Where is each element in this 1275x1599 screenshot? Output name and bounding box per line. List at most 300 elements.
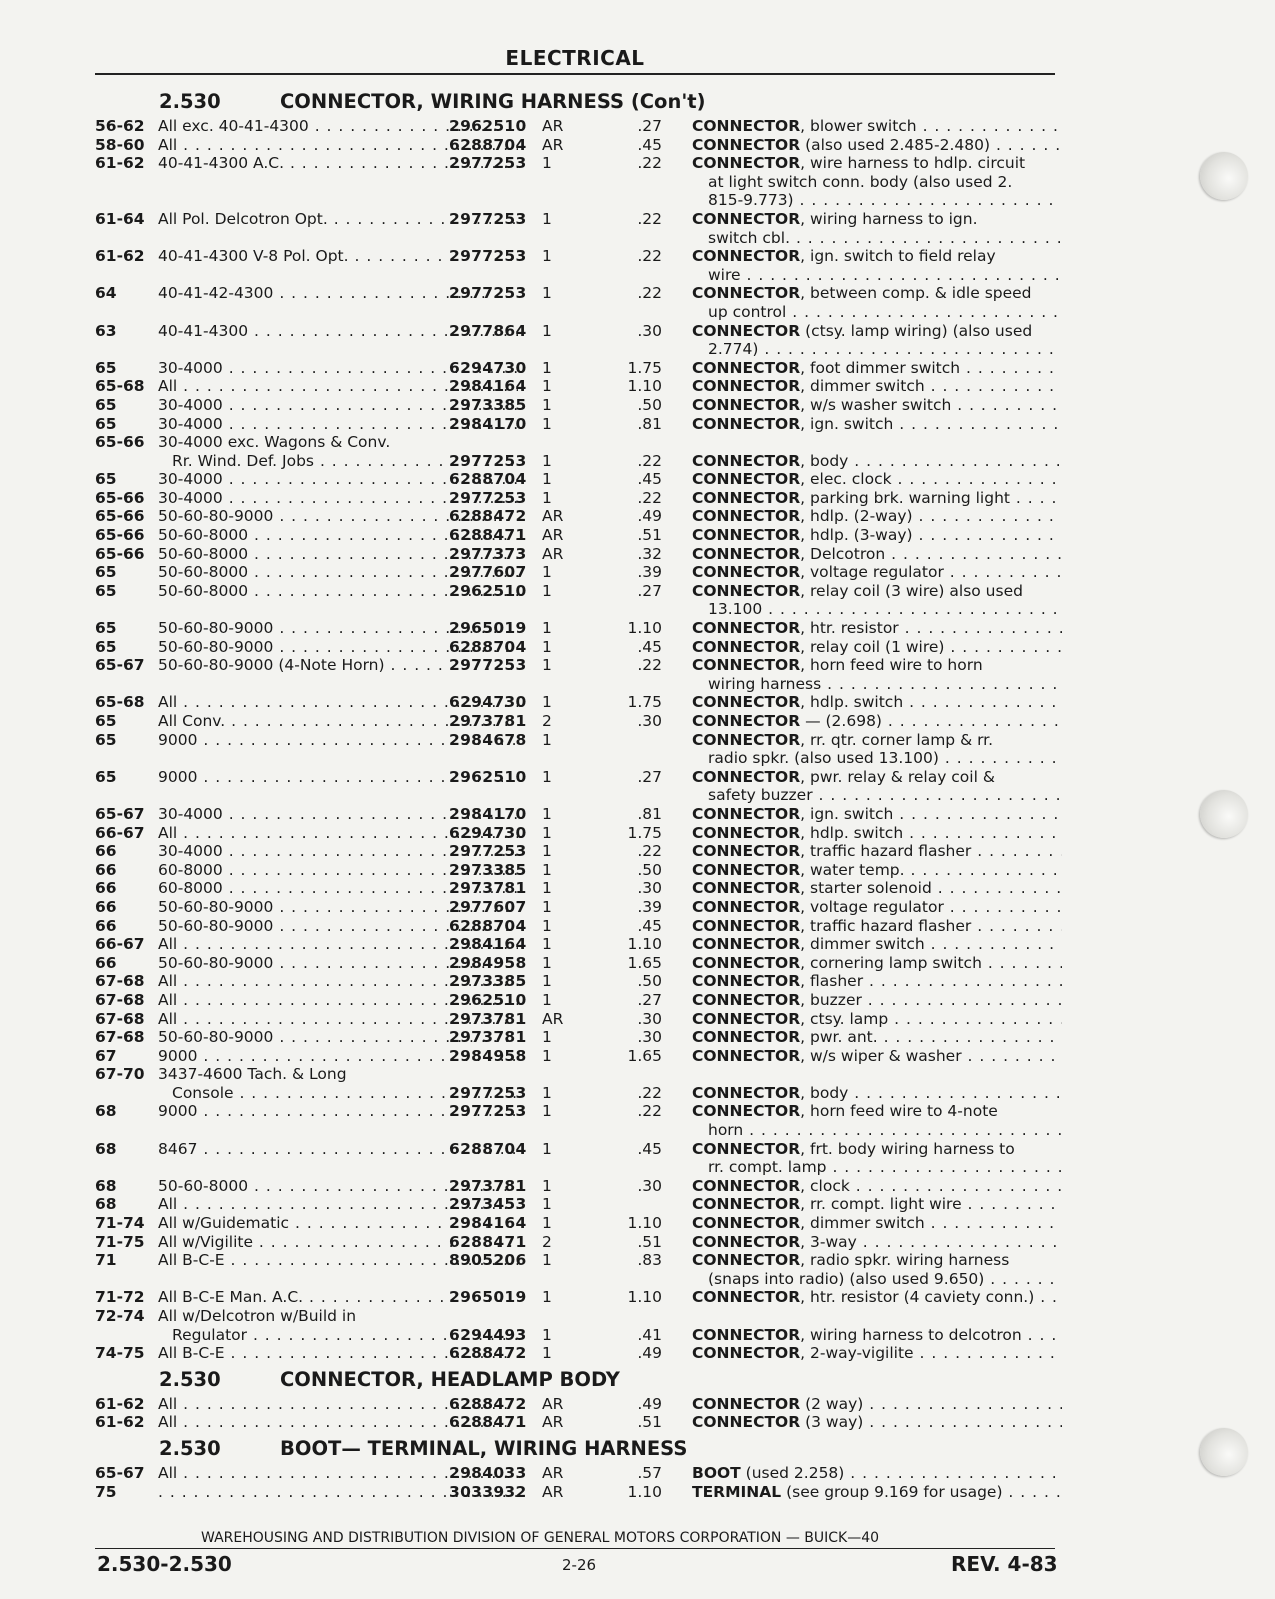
footer-division: WAREHOUSING AND DISTRIBUTION DIVISION OF GENERAL MOTORS CORPORATION — BUICK—40 xyxy=(201,1530,883,1546)
part-row xyxy=(95,935,1055,954)
part-name: CONNECTOR xyxy=(692,209,801,228)
price: .51 xyxy=(637,1232,662,1251)
description xyxy=(692,898,1062,917)
leader-dots xyxy=(990,136,1062,154)
model-year: 61-64 xyxy=(95,209,145,228)
price: 1.75 xyxy=(627,693,662,712)
footer-range: 2.530-2.530 xyxy=(97,1552,232,1576)
application-text: Rr. Wind. Def. Jobs xyxy=(172,451,315,470)
price: .51 xyxy=(637,526,662,545)
price: .27 xyxy=(637,581,662,600)
application-text: 30-4000 xyxy=(158,395,223,414)
parts-list xyxy=(95,87,1055,1501)
model-year: 65 xyxy=(95,730,117,749)
quantity: 1 xyxy=(542,897,552,916)
part-name: CONNECTOR xyxy=(692,1288,801,1307)
part-name: CONNECTOR xyxy=(692,1251,801,1270)
part-number: 6288704 xyxy=(449,916,527,935)
description-text: up control xyxy=(708,302,787,321)
application-text: 40-41-42-4300 xyxy=(158,284,274,303)
description-text: 815-9.773) xyxy=(708,191,794,210)
description-text: , horn feed wire to 4-note xyxy=(800,1102,998,1121)
quantity: 1 xyxy=(542,935,552,954)
model-year: 65-66 xyxy=(95,488,145,507)
description xyxy=(692,489,1062,508)
header-rule xyxy=(95,73,1055,75)
part-name: TERMINAL xyxy=(692,1482,782,1501)
application-text: Console xyxy=(172,1083,234,1102)
part-number: 6288472 xyxy=(449,1344,527,1363)
part-row xyxy=(95,507,1055,526)
description-text: , w/s wiper & washer xyxy=(800,1046,962,1065)
part-number: 8905206 xyxy=(449,1251,527,1270)
application-text: Regulator xyxy=(172,1325,248,1344)
description xyxy=(692,322,1062,359)
model-year: 71-72 xyxy=(95,1288,145,1307)
part-name: CONNECTOR xyxy=(692,117,801,135)
part-name: CONNECTOR xyxy=(692,1102,801,1121)
description xyxy=(692,1028,1062,1047)
part-number: 2962510 xyxy=(449,767,527,786)
part-number: 2984164 xyxy=(449,1214,527,1233)
application-text: 30-4000 xyxy=(158,358,223,377)
price: .32 xyxy=(637,544,662,563)
price: .30 xyxy=(637,1176,662,1195)
description xyxy=(692,991,1062,1010)
description xyxy=(692,917,1062,936)
model-year: 67-68 xyxy=(95,972,145,991)
application-text: 9000 xyxy=(158,730,198,749)
part-name: CONNECTOR xyxy=(692,1232,801,1251)
part-number: 2977253 xyxy=(449,842,527,861)
description-text: , radio spkr. wiring harness xyxy=(800,1251,1010,1270)
part-name: CONNECTOR xyxy=(692,1413,801,1432)
leader-dots xyxy=(925,935,1062,953)
price: .41 xyxy=(637,1325,662,1344)
price: .83 xyxy=(637,1251,662,1270)
description-text: — (2.698) xyxy=(800,712,882,731)
description-text: , body xyxy=(800,1083,849,1102)
description-text: , body xyxy=(800,451,849,470)
leader-dots xyxy=(913,507,1062,525)
quantity: 1 xyxy=(542,321,552,340)
application-text: 50-60-80-9000 xyxy=(158,916,274,935)
part-number: 2962510 xyxy=(449,581,527,600)
price: .57 xyxy=(637,1463,662,1482)
model-year: 66-67 xyxy=(95,935,145,954)
part-row xyxy=(95,1047,1055,1066)
description-text: , hdlp. switch xyxy=(800,823,904,842)
part-name: CONNECTOR xyxy=(692,730,801,749)
part-number: 2977253 xyxy=(449,284,527,303)
model-year: 66 xyxy=(95,897,117,916)
quantity: 1 xyxy=(542,1102,552,1121)
model-year: 65 xyxy=(95,712,117,731)
price: .22 xyxy=(637,247,662,266)
part-row xyxy=(95,322,1055,359)
description-text: , starter solenoid xyxy=(800,879,932,898)
quantity: 1 xyxy=(542,1325,552,1344)
model-year: 65-67 xyxy=(95,1463,145,1482)
part-number: 2977253 xyxy=(449,488,527,507)
leader-dots xyxy=(925,377,1062,395)
description-text: , traffic hazard flasher xyxy=(800,916,972,935)
model-year: 65 xyxy=(95,581,117,600)
quantity: 2 xyxy=(542,1232,552,1251)
leader-dots xyxy=(903,693,1062,711)
part-row xyxy=(95,898,1055,917)
section-title xyxy=(95,87,1055,117)
description-text: , htr. resistor xyxy=(800,619,899,638)
leader-dots xyxy=(848,1084,1062,1102)
part-name: CONNECTOR xyxy=(692,767,801,786)
leader-dots xyxy=(857,1233,1062,1251)
quantity: AR xyxy=(542,1413,564,1432)
description xyxy=(692,693,1062,712)
model-year: 67 xyxy=(95,1046,117,1065)
description xyxy=(692,731,1062,768)
application-text: 50-60-80-9000 xyxy=(158,619,274,638)
description xyxy=(692,563,1062,582)
model-year: 63 xyxy=(95,321,117,340)
part-number: 2962510 xyxy=(449,117,527,135)
part-row xyxy=(95,1028,1055,1047)
description-text: , hdlp. (3-way) xyxy=(800,526,913,545)
section-heading: CONNECTOR, HEADLAMP BODY xyxy=(280,1367,620,1391)
description-text: , ign. switch to field relay xyxy=(800,247,996,266)
section-number: 2.530 xyxy=(159,1436,221,1460)
description xyxy=(692,972,1062,991)
part-number: 2977253 xyxy=(449,1102,527,1121)
leader-dots xyxy=(1034,1288,1062,1306)
model-year: 61-62 xyxy=(95,1394,145,1413)
leader-dots xyxy=(813,786,1062,804)
description-text: , foot dimmer switch xyxy=(800,358,961,377)
description xyxy=(692,1214,1062,1233)
description xyxy=(692,396,1062,415)
application-text: 40-41-4300 xyxy=(158,321,249,340)
part-number: 2984678 xyxy=(449,730,527,749)
description-text: (ctsy. lamp wiring) (also used xyxy=(800,321,1033,340)
leader-dots xyxy=(850,1177,1062,1195)
price: .50 xyxy=(637,972,662,991)
quantity: AR xyxy=(542,117,564,135)
part-row xyxy=(95,861,1055,880)
model-year: 65-68 xyxy=(95,377,145,396)
description-text: safety buzzer xyxy=(708,786,813,805)
description xyxy=(692,842,1062,861)
part-number: 6294730 xyxy=(449,823,527,842)
part-name: CONNECTOR xyxy=(692,488,801,507)
part-name: CONNECTOR xyxy=(692,656,801,675)
description-text: wiring harness xyxy=(708,674,822,693)
description xyxy=(692,136,1062,155)
quantity: 1 xyxy=(542,1028,552,1047)
application-text: All exc. 40-41-4300 xyxy=(158,117,309,135)
description xyxy=(692,619,1062,638)
part-number: 2984164 xyxy=(449,377,527,396)
description-text: , pwr. ant. xyxy=(800,1028,878,1047)
description-text: , blower switch xyxy=(800,117,917,135)
model-year: 61-62 xyxy=(95,1413,145,1432)
application-text: 30-4000 xyxy=(158,414,223,433)
quantity: AR xyxy=(542,544,564,563)
quantity: 1 xyxy=(542,1288,552,1307)
part-row xyxy=(95,1307,1055,1344)
leader-dots xyxy=(982,954,1062,972)
model-year: 65 xyxy=(95,767,117,786)
price: .81 xyxy=(637,414,662,433)
quantity: 1 xyxy=(542,804,552,823)
description xyxy=(692,805,1062,824)
price: 1.10 xyxy=(627,935,662,954)
quantity: 1 xyxy=(542,377,552,396)
model-year: 65 xyxy=(95,414,117,433)
part-number: 2984164 xyxy=(449,935,527,954)
description-text: , relay coil (1 wire) xyxy=(800,637,945,656)
part-name: CONNECTOR xyxy=(692,897,801,916)
part-row xyxy=(95,210,1055,247)
part-row xyxy=(95,824,1055,843)
model-year: 68 xyxy=(95,1195,117,1214)
part-number: 6288471 xyxy=(449,1232,527,1251)
part-name: CONNECTOR xyxy=(692,842,801,861)
part-row xyxy=(95,972,1055,991)
description xyxy=(692,582,1062,619)
description xyxy=(692,359,1062,378)
price: .22 xyxy=(637,1102,662,1121)
part-row xyxy=(95,247,1055,284)
quantity: 1 xyxy=(542,154,552,173)
part-row xyxy=(95,377,1055,396)
leader-dots xyxy=(827,1158,1062,1176)
description xyxy=(692,507,1062,526)
leader-dots xyxy=(882,712,1062,730)
description-text: at light switch conn. body (also used 2. xyxy=(708,172,1013,191)
part-name: CONNECTOR xyxy=(692,1325,801,1344)
section-heading: BOOT— TERMINAL, WIRING HARNESS xyxy=(280,1436,688,1460)
price: .49 xyxy=(637,1394,662,1413)
description-text: , voltage regulator xyxy=(800,563,944,582)
part-name: CONNECTOR xyxy=(692,1028,801,1047)
price: .30 xyxy=(637,1009,662,1028)
part-number: 2977607 xyxy=(449,563,527,582)
leader-dots xyxy=(971,842,1062,860)
part-number: 6294730 xyxy=(449,358,527,377)
application-text: All xyxy=(158,693,178,712)
application-text: 60-8000 xyxy=(158,879,223,898)
leader-dots xyxy=(888,1010,1062,1028)
application-text: 9000 xyxy=(158,767,198,786)
part-name: CONNECTOR xyxy=(692,321,801,340)
description-text: (snaps into radio) (also used 9.650) xyxy=(708,1269,985,1288)
part-number: 2984033 xyxy=(449,1463,527,1482)
quantity: 1 xyxy=(542,470,552,489)
description-text: , dimmer switch xyxy=(800,377,925,396)
description-text: 2.774) xyxy=(708,340,759,359)
part-number: 6288704 xyxy=(449,135,527,154)
part-row xyxy=(95,284,1055,321)
part-number: 2973385 xyxy=(449,972,527,991)
model-year: 65 xyxy=(95,563,117,582)
part-number: 2977253 xyxy=(449,451,527,470)
quantity: 1 xyxy=(542,693,552,712)
description-text: , clock xyxy=(800,1176,850,1195)
description-text: , wiring harness to ign. xyxy=(800,209,978,228)
part-name: CONNECTOR xyxy=(692,544,801,563)
leader-dots xyxy=(939,749,1062,767)
binder-hole-middle xyxy=(1200,790,1248,838)
leader-dots xyxy=(951,396,1062,414)
price: .22 xyxy=(637,656,662,675)
part-name: CONNECTOR xyxy=(692,1009,801,1028)
quantity: 2 xyxy=(542,712,552,731)
application-text: 30-4000 xyxy=(158,842,223,861)
description-text: , voltage regulator xyxy=(800,897,944,916)
application-text: 60-8000 xyxy=(158,860,223,879)
application-text: All B-C-E Man. A.C. xyxy=(158,1288,304,1307)
part-row xyxy=(95,1464,1055,1483)
leader-dots xyxy=(944,898,1062,916)
leader-dots xyxy=(848,452,1062,470)
leader-dots xyxy=(762,600,1062,618)
leader-dots xyxy=(892,470,1062,488)
price: 1.10 xyxy=(627,377,662,396)
part-row xyxy=(95,879,1055,898)
leader-dots xyxy=(790,229,1062,247)
part-row xyxy=(95,693,1055,712)
description xyxy=(692,1177,1062,1196)
quantity: 1 xyxy=(542,879,552,898)
application-text: All w/Guidematic xyxy=(158,1214,290,1233)
part-name: CONNECTOR xyxy=(692,358,801,377)
description xyxy=(692,712,1062,731)
description xyxy=(692,1395,1062,1414)
description xyxy=(692,1084,1062,1103)
leader-dots xyxy=(821,675,1062,693)
part-number: 2977864 xyxy=(449,321,527,340)
quantity: 1 xyxy=(542,1046,552,1065)
quantity: AR xyxy=(542,507,564,526)
price: .45 xyxy=(637,637,662,656)
part-name: CONNECTOR xyxy=(692,879,801,898)
part-name: CONNECTOR xyxy=(692,935,801,954)
price: .22 xyxy=(637,488,662,507)
part-number: 2984170 xyxy=(449,414,527,433)
part-number: 2977253 xyxy=(449,154,527,173)
model-year: 65-67 xyxy=(95,656,145,675)
quantity: 1 xyxy=(542,990,552,1009)
price: .27 xyxy=(637,767,662,786)
part-number: 2973781 xyxy=(449,879,527,898)
model-year: 66 xyxy=(95,916,117,935)
application-text: All w/Vigilite xyxy=(158,1232,253,1251)
application-text: 8467 xyxy=(158,1139,198,1158)
leader-dots xyxy=(971,917,1062,935)
description-text: , dimmer switch xyxy=(800,935,925,954)
model-year: 61-62 xyxy=(95,154,145,173)
quantity: AR xyxy=(542,1463,564,1482)
description-text: , ign. switch xyxy=(800,414,894,433)
leader-dots xyxy=(844,1464,1062,1482)
description xyxy=(692,1047,1062,1066)
description-text: radio spkr. (also used 13.100) xyxy=(708,749,939,768)
part-number: 2973453 xyxy=(449,1195,527,1214)
model-year: 67-68 xyxy=(95,990,145,1009)
model-year: 68 xyxy=(95,1139,117,1158)
part-row xyxy=(95,1214,1055,1233)
application-text: All xyxy=(158,377,178,396)
quantity: 1 xyxy=(542,860,552,879)
leader-dots xyxy=(893,415,1062,433)
part-name: CONNECTOR xyxy=(692,804,801,823)
leader-dots xyxy=(917,117,1062,135)
part-name: CONNECTOR xyxy=(692,154,801,173)
part-number: 2977253 xyxy=(449,1083,527,1102)
description-text: , wire harness to hdlp. circuit xyxy=(800,154,1026,173)
model-year: 65-68 xyxy=(95,693,145,712)
part-row xyxy=(95,1010,1055,1029)
leader-dots xyxy=(984,1270,1062,1288)
part-name: CONNECTOR xyxy=(692,414,801,433)
part-number: 2977607 xyxy=(449,897,527,916)
application-text: 9000 xyxy=(158,1046,198,1065)
price: .45 xyxy=(637,470,662,489)
leader-dots xyxy=(786,303,1062,321)
price: .22 xyxy=(637,842,662,861)
application-text: All w/Delcotron w/Build in xyxy=(158,1307,357,1326)
part-row xyxy=(95,582,1055,619)
description-text: , rr. compt. light wire xyxy=(800,1195,962,1214)
application-text: All xyxy=(158,935,178,954)
description-text: , flasher xyxy=(800,972,864,991)
application-text: All B-C-E xyxy=(158,1251,225,1270)
part-name: CONNECTOR xyxy=(692,860,801,879)
application-text: 50-60-8000 xyxy=(158,581,249,600)
part-row xyxy=(95,1233,1055,1252)
part-number: 6288704 xyxy=(449,1139,527,1158)
model-year: 68 xyxy=(95,1102,117,1121)
leader-dots xyxy=(1010,489,1062,507)
part-row xyxy=(95,731,1055,768)
part-row xyxy=(95,1177,1055,1196)
description xyxy=(692,1413,1062,1432)
part-row xyxy=(95,396,1055,415)
part-number: 2977253 xyxy=(449,209,527,228)
section-number: 2.530 xyxy=(159,1367,221,1391)
part-name: CONNECTOR xyxy=(692,377,801,396)
description-text: , cornering lamp switch xyxy=(800,953,982,972)
model-year: 65 xyxy=(95,395,117,414)
application-text: All xyxy=(158,972,178,991)
application-text: 50-60-80-9000 xyxy=(158,507,274,526)
description xyxy=(692,1010,1062,1029)
part-number: 3033932 xyxy=(449,1482,527,1501)
price: .45 xyxy=(637,916,662,935)
application-text: All xyxy=(158,990,178,1009)
part-name: CONNECTOR xyxy=(692,507,801,526)
part-row xyxy=(95,842,1055,861)
leader-dots xyxy=(925,1214,1062,1232)
application-text: 40-41-4300 V-8 Pol. Opt. xyxy=(158,247,349,266)
part-number: 2965019 xyxy=(449,1288,527,1307)
description xyxy=(692,638,1062,657)
part-row xyxy=(95,415,1055,434)
part-number: 6288704 xyxy=(449,470,527,489)
quantity: AR xyxy=(542,1009,564,1028)
price: .49 xyxy=(637,507,662,526)
leader-dots xyxy=(863,972,1062,990)
